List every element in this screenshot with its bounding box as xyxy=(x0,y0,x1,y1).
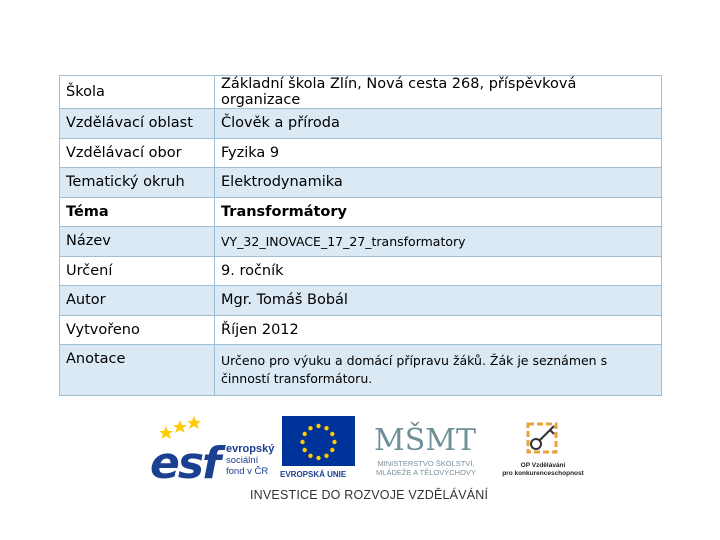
table-row xyxy=(60,286,662,316)
row-label-nazev: Název xyxy=(60,227,215,257)
row-value-autor: Mgr. Tomáš Bobál xyxy=(215,286,662,316)
row-value-oblast: Člověk a příroda xyxy=(215,109,662,139)
row-value-tema: Transformátory xyxy=(215,197,662,227)
esf-wordmark: esf xyxy=(150,438,220,489)
table-row xyxy=(60,197,662,227)
table-row xyxy=(60,109,662,139)
table-row xyxy=(60,345,662,396)
table-row xyxy=(60,256,662,286)
row-label-skola: Škola xyxy=(60,76,215,109)
eu-flag-icon xyxy=(282,416,355,466)
row-label-vytvoreno: Vytvořeno xyxy=(60,315,215,345)
msmt-logo xyxy=(374,414,476,458)
op-caption: OP Vzdělávání pro konkurenceschopnost xyxy=(502,462,584,477)
esf-logo xyxy=(150,410,280,489)
row-label-urceni: Určení xyxy=(60,256,215,286)
esf-caption: evropský sociální fond v ČR xyxy=(226,443,275,477)
row-value-anotace: Určeno pro výuku a domácí přípravu žáků. Žák je seznámen s činností transformátoru. xyxy=(215,345,662,396)
op-logo xyxy=(516,414,568,460)
row-label-oblast: Vzdělávací oblast xyxy=(60,109,215,139)
row-value-okruh: Elektrodynamika xyxy=(215,168,662,198)
row-value-skola: Základní škola Zlín, Nová cesta 268, příspěvková organizace xyxy=(215,76,662,109)
row-label-autor: Autor xyxy=(60,286,215,316)
table-row xyxy=(60,168,662,198)
investice-slogan: INVESTICE DO ROZVOJE VZDĚLÁVÁNÍ xyxy=(250,488,489,502)
table-row xyxy=(60,76,662,109)
metadata-table xyxy=(59,75,662,396)
row-value-obor: Fyzika 9 xyxy=(215,138,662,168)
row-value-urceni: 9. ročník xyxy=(215,256,662,286)
logo-strip xyxy=(150,410,590,510)
msmt-mark-icon xyxy=(374,414,476,458)
row-value-nazev: VY_32_INOVACE_17_27_transformatory xyxy=(215,227,662,257)
row-label-obor: Vzdělávací obor xyxy=(60,138,215,168)
msmt-caption: MINISTERSTVO ŠKOLSTVÍ, MLÁDEŽE A TĚLOVÝCHOVY xyxy=(376,459,476,477)
row-label-anotace: Anotace xyxy=(60,345,215,396)
op-key-icon xyxy=(516,414,568,460)
table-row xyxy=(60,227,662,257)
table-row xyxy=(60,315,662,345)
row-label-okruh: Tematický okruh xyxy=(60,168,215,198)
row-value-vytvoreno: Říjen 2012 xyxy=(215,315,662,345)
table-row xyxy=(60,138,662,168)
svg-text:MŠMT: MŠMT xyxy=(374,423,476,458)
eu-caption: EVROPSKÁ UNIE xyxy=(280,470,347,479)
row-label-tema: Téma xyxy=(60,197,215,227)
